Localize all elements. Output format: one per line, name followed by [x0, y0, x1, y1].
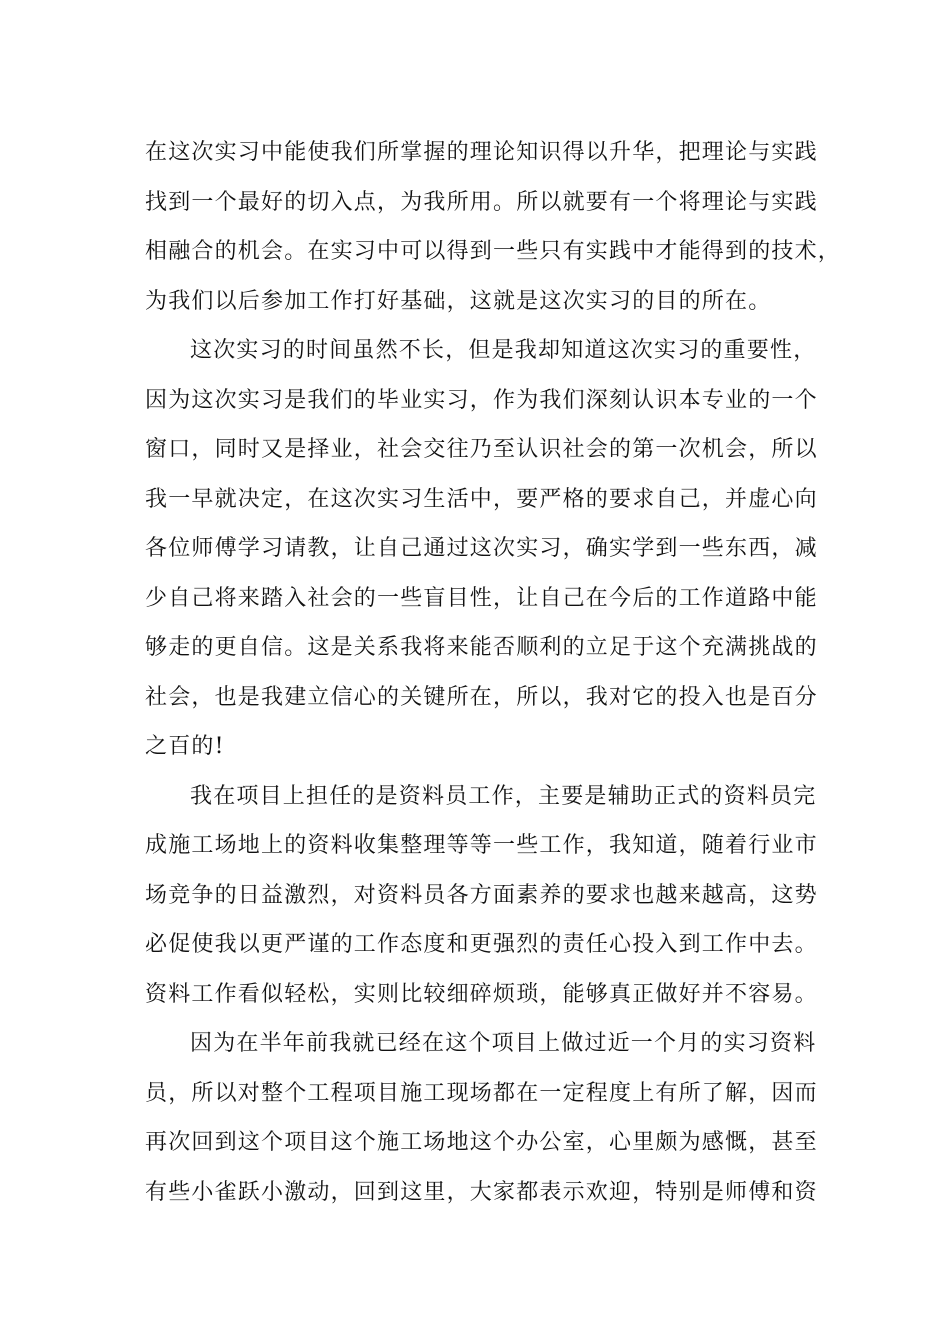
text-line: 因为这次实习是我们的毕业实习，作为我们深刻认识本专业的一个: [145, 387, 818, 413]
text-line: 必促使我以更严谨的工作态度和更强烈的责任心投入到工作中去。: [145, 932, 818, 957]
text-line: 场竞争的日益激烈，对资料员各方面素养的要求也越来越高，这势: [145, 882, 818, 908]
text-line: 资料工作看似轻松，实则比较细碎烦琐，能够真正做好并不容易。: [145, 981, 818, 1007]
text-line: 在这次实习中能使我们所掌握的理论知识得以升华，把理论与实践: [145, 140, 818, 165]
text-line: 够走的更自信。这是关系我将来能否顺利的立足于这个充满挑战的: [145, 635, 818, 660]
document-body: [145, 128, 842, 1217]
text-line: 相融合的机会。在实习中可以得到一些只有实践中才能得到的技术，: [145, 239, 842, 264]
text-line: 社会，也是我建立信心的关键所在，所以，我对它的投入也是百分: [145, 684, 818, 710]
text-line: 再次回到这个项目这个施工场地这个办公室，心里颇为感慨，甚至: [145, 1130, 818, 1155]
text-line: 我一早就决定，在这次实习生活中，要严格的要求自己，并虚心向: [145, 486, 818, 512]
paragraph-3: [145, 772, 825, 1020]
paragraph-2: [145, 326, 825, 772]
text-line: 有些小雀跃小激动，回到这里，大家都表示欢迎，特别是师傅和资: [145, 1179, 818, 1205]
text-line: 员，所以对整个工程项目施工现场都在一定程度上有所了解，因而: [145, 1080, 818, 1106]
text-line: 各位师傅学习请教，让自己通过这次实习，确实学到一些东西，减: [145, 536, 818, 561]
text-line: 少自己将来踏入社会的一些盲目性，让自己在今后的工作道路中能: [145, 585, 818, 611]
text-line: 我在项目上担任的是资料员工作，主要是辅助正式的资料员完: [190, 783, 817, 809]
text-line: 这次实习的时间虽然不长，但是我却知道这次实习的重要性，: [190, 338, 817, 363]
paragraph-4: [145, 1019, 825, 1217]
text-line: 找到一个最好的切入点，为我所用。所以就要有一个将理论与实践: [145, 189, 818, 215]
text-line: 因为在半年前我就已经在这个项目上做过近一个月的实习资料: [190, 1031, 817, 1056]
text-line: 成施工场地上的资料收集整理等等一些工作，我知道，随着行业市: [145, 833, 818, 858]
text-line: 窗口，同时又是择业，社会交往乃至认识社会的第一次机会，所以: [145, 437, 818, 462]
text-line: 为我们以后参加工作打好基础，这就是这次实习的目的所在。: [145, 288, 772, 314]
text-line: 之百的!: [145, 734, 225, 759]
paragraph-1: [145, 128, 842, 326]
